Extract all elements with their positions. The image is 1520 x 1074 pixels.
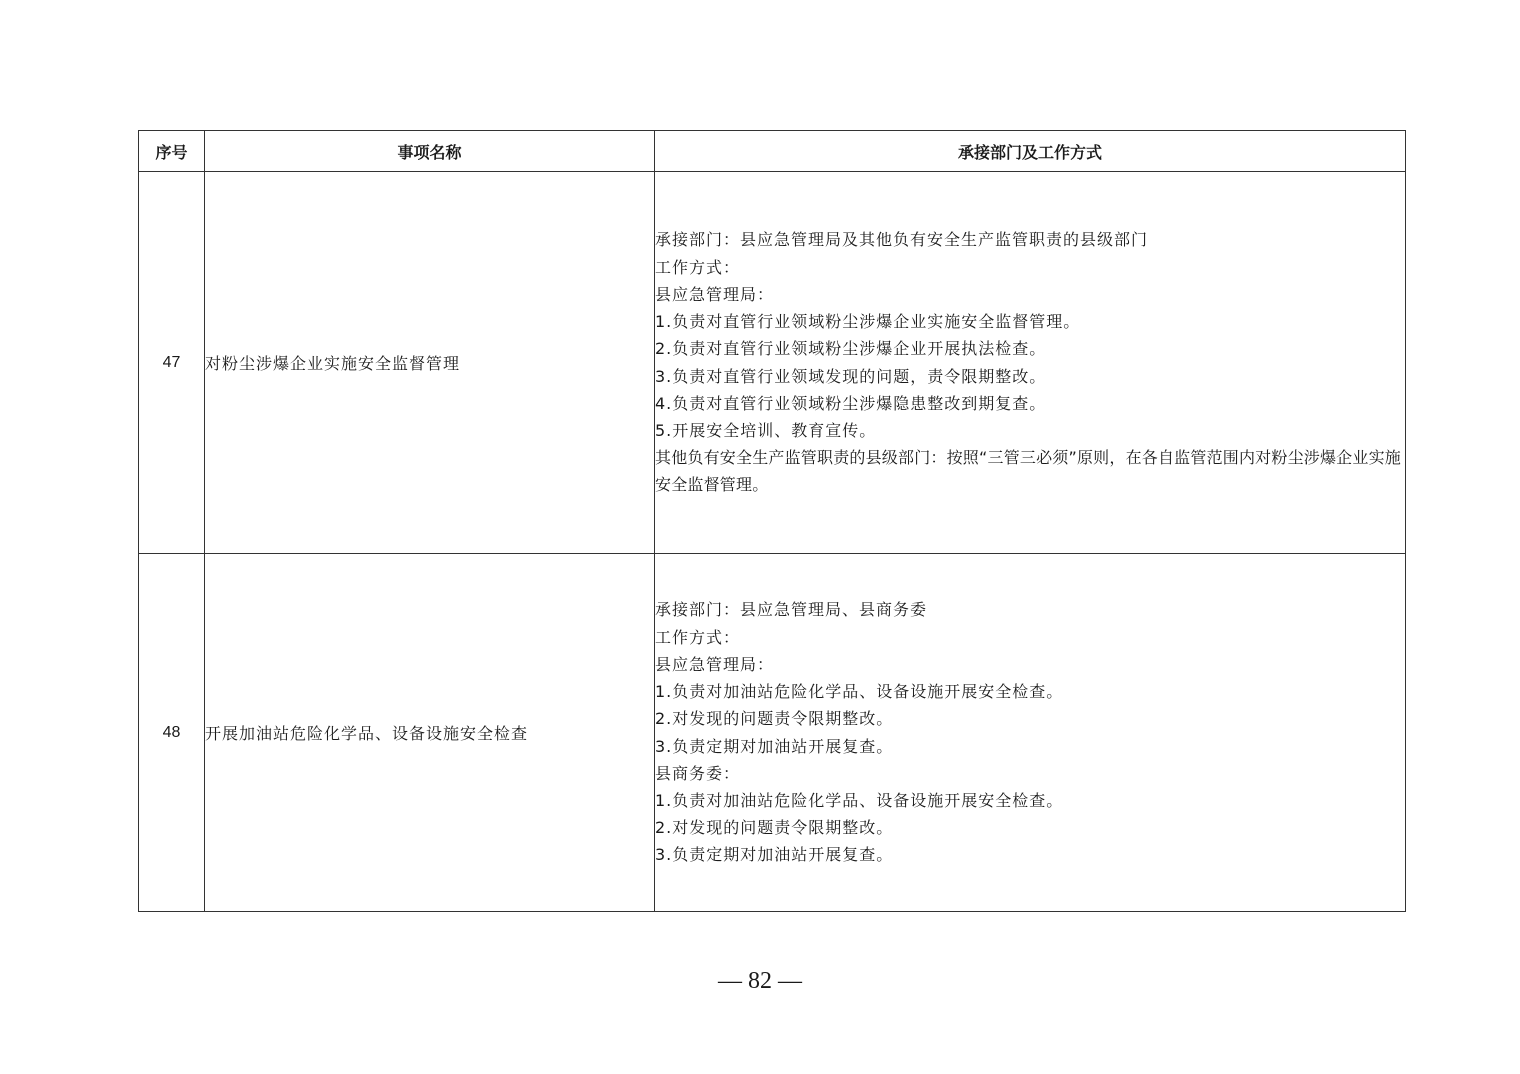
row-index: 48 [139, 554, 205, 912]
detail-line: 2.对发现的问题责令限期整改。 [655, 709, 894, 729]
row-index: 47 [139, 172, 205, 554]
detail-line: 县商务委： [655, 763, 741, 783]
items-table [138, 130, 1406, 912]
detail-line: 5.开展安全培训、教育宣传。 [655, 420, 877, 440]
row-detail [655, 554, 1406, 912]
detail-line: 其他负有安全生产监管职责的县级部门：按照“三管三必须”原则，在各自监管范围内对粉尘涉爆企业实施安全监督管理。 [655, 448, 1401, 495]
row-item-name: 开展加油站危险化学品、设备设施安全检查 [205, 554, 655, 912]
detail-line: 1.负责对加油站危险化学品、设备设施开展安全检查。 [655, 682, 1064, 702]
detail-line: 3.负责定期对加油站开展复查。 [655, 736, 894, 756]
detail-line: 1.负责对加油站危险化学品、设备设施开展安全检查。 [655, 790, 1064, 810]
detail-line: 3.负责对直管行业领域发现的问题，责令限期整改。 [655, 366, 1047, 386]
table-header-row [139, 131, 1406, 172]
header-department-method: 承接部门及工作方式 [655, 131, 1406, 172]
page-number: — 82 — [718, 968, 802, 994]
table-row [139, 554, 1406, 912]
detail-line: 4.负责对直管行业领域粉尘涉爆隐患整改到期复查。 [655, 393, 1047, 413]
row-detail [655, 172, 1406, 554]
header-index: 序号 [139, 131, 205, 172]
detail-line: 2.对发现的问题责令限期整改。 [655, 818, 894, 838]
detail-line: 承接部门：县应急管理局、县商务委 [655, 600, 928, 620]
detail-line: 工作方式： [655, 257, 741, 277]
detail-line: 工作方式： [655, 627, 741, 647]
detail-line: 1.负责对直管行业领域粉尘涉爆企业实施安全监督管理。 [655, 312, 1081, 332]
table-row [139, 172, 1406, 554]
detail-line: 2.负责对直管行业领域粉尘涉爆企业开展执法检查。 [655, 339, 1047, 359]
header-item-name: 事项名称 [205, 131, 655, 172]
row-item-name: 对粉尘涉爆企业实施安全监督管理 [205, 172, 655, 554]
detail-line: 县应急管理局： [655, 654, 775, 674]
detail-line: 3.负责定期对加油站开展复查。 [655, 845, 894, 865]
detail-line: 承接部门：县应急管理局及其他负有安全生产监管职责的县级部门 [655, 230, 1149, 250]
detail-line: 县应急管理局： [655, 284, 775, 304]
